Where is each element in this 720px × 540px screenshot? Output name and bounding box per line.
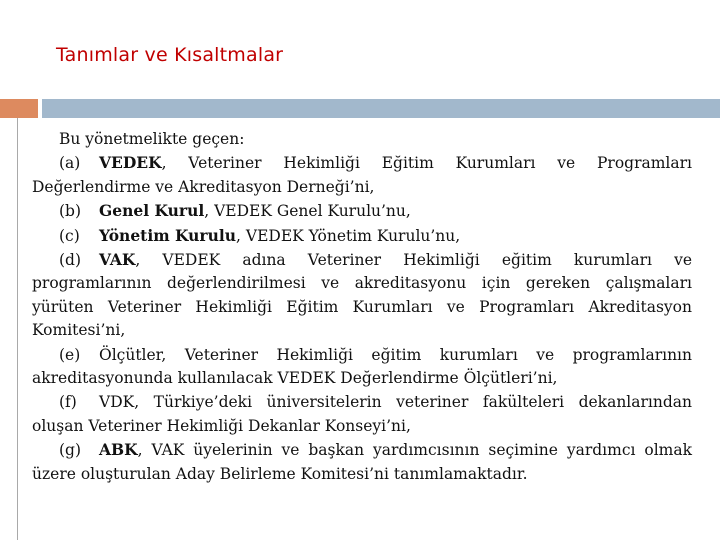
item-label: (d) bbox=[59, 251, 82, 270]
item-label: (a) bbox=[59, 154, 81, 173]
item-term: VEDEK bbox=[99, 153, 162, 173]
item-label: (g) bbox=[59, 441, 82, 460]
item-text: , VAK üyelerinin ve başkan yardımcısının seçimine yardımcı olmak üzere oluşturulan Aday Belirleme Komitesi’ni tanımlamaktadır. bbox=[32, 441, 692, 483]
item-term: ABK bbox=[99, 440, 138, 460]
item-text: , VEDEK adına Veteriner Hekimliği eğitim kurumları ve programlarının değerlendirilmesi ve akreditasyonu için gereken çalışmaları yürüten Veteriner Hekimliği Eğitim Kurumları ve Programları Akreditasyon Komitesi’ni, bbox=[32, 251, 692, 340]
item-label: (c) bbox=[59, 226, 80, 245]
accent-blue-band bbox=[42, 99, 720, 118]
item-text: VDK, Türkiye’deki üniversitelerin veteriner fakülteleri dekanlarından oluşan Veteriner Hekimliği Dekanlar Konseyi’ni, bbox=[32, 393, 692, 435]
intro-text: Bu yönetmelikte geçen: bbox=[59, 130, 245, 148]
item-term: Yönetim Kurulu bbox=[99, 225, 237, 245]
accent-orange-block bbox=[0, 99, 38, 118]
item-label: (e) bbox=[59, 345, 81, 364]
definition-item-e bbox=[32, 343, 692, 391]
slide-title: Tanımlar ve Kısaltmalar bbox=[56, 44, 284, 66]
definition-item-a bbox=[32, 151, 692, 199]
definition-item-b bbox=[32, 199, 692, 223]
item-text: , Veteriner Hekimliği Eğitim Kurumları ve Programları Değerlendirme ve Akreditasyon Derneği’ni, bbox=[32, 154, 692, 196]
left-rule bbox=[17, 118, 18, 540]
item-text: , VEDEK Yönetim Kurulu’nu, bbox=[236, 226, 461, 245]
definition-item-f bbox=[32, 390, 692, 438]
accent-bar bbox=[0, 99, 720, 118]
item-term: Genel Kurul bbox=[99, 201, 205, 221]
definition-item-c bbox=[32, 224, 692, 248]
item-text: , VEDEK Genel Kurulu’nu, bbox=[204, 202, 411, 221]
item-text: Ölçütler, Veteriner Hekimliği eğitim kurumları ve programlarının akreditasyonunda kullanılacak VEDEK Değerlendirme Ölçütleri’ni, bbox=[32, 345, 692, 388]
item-label: (f) bbox=[59, 393, 77, 412]
item-label: (b) bbox=[59, 202, 82, 221]
item-term: VAK bbox=[99, 250, 136, 270]
definition-item-d bbox=[32, 248, 692, 343]
definition-item-g bbox=[32, 438, 692, 486]
definitions-body bbox=[32, 128, 692, 486]
